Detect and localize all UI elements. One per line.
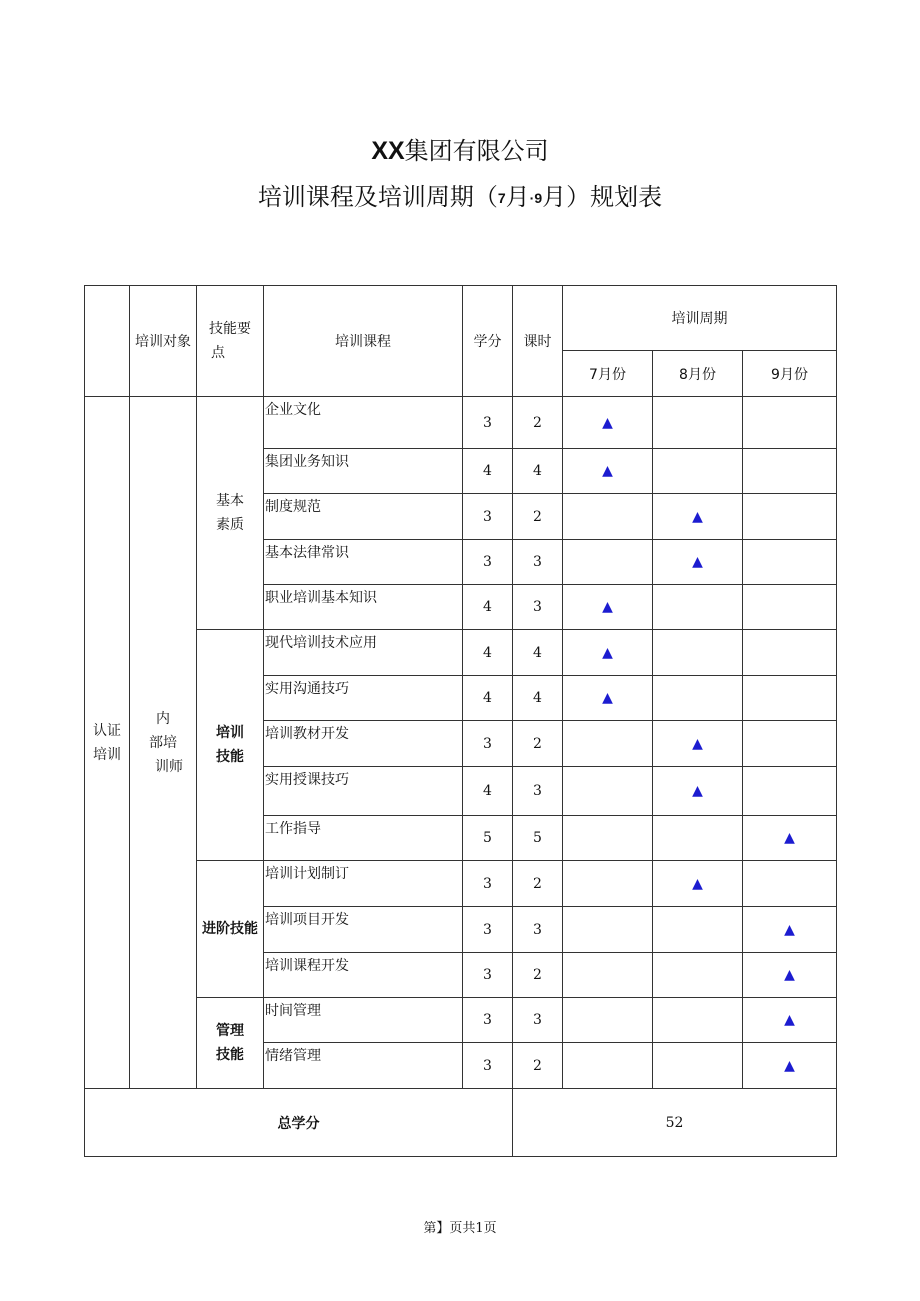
month-8-cell <box>653 630 743 676</box>
target-line3: 训师 <box>155 758 183 775</box>
course-name: 基本法律常识 <box>264 540 463 585</box>
hours-cell: 5 <box>513 816 563 861</box>
month-8-cell <box>653 494 743 540</box>
header-blank-cell <box>85 286 130 397</box>
skill-group-line1: 基本 <box>216 493 244 509</box>
credit-cell: 4 <box>463 449 513 494</box>
month-8-cell <box>653 1043 743 1089</box>
hours-cell: 2 <box>513 861 563 907</box>
table-row <box>85 397 837 449</box>
total-value: 52 <box>513 1089 837 1157</box>
month-8-cell <box>653 540 743 585</box>
triangle-icon: ▲ <box>602 644 613 661</box>
page-footer: 第】页共1页 <box>423 1221 497 1236</box>
month-8-cell <box>653 676 743 721</box>
target-cell <box>130 397 197 1089</box>
month-9-cell <box>743 907 837 953</box>
triangle-icon: ▲ <box>692 554 703 570</box>
header-month-8: 8月份 <box>653 351 743 397</box>
skill-group-line1: 培训 <box>216 725 244 741</box>
course-name: 培训课程开发 <box>264 953 463 998</box>
skill-group-cell <box>197 630 264 861</box>
month-9-cell <box>743 540 837 585</box>
company-name: 集团有限公司 <box>404 137 549 165</box>
course-name: 培训项目开发 <box>264 907 463 953</box>
category-cell <box>85 397 130 1089</box>
course-name: 实用沟通技巧 <box>264 676 463 721</box>
hours-cell: 4 <box>513 630 563 676</box>
subtitle-part-a: 培训课程及培训周期（ <box>257 183 498 211</box>
course-name: 职业培训基本知识 <box>264 585 463 630</box>
course-name: 现代培训技术应用 <box>264 630 463 676</box>
credit-cell: 3 <box>463 397 513 449</box>
course-name: 制度规范 <box>264 494 463 540</box>
month-8-cell <box>653 861 743 907</box>
header-month-7: 7月份 <box>563 351 653 397</box>
month-7-cell <box>563 449 653 494</box>
credit-cell: 3 <box>463 861 513 907</box>
month-9-cell <box>743 998 837 1043</box>
course-name: 培训计划制订 <box>264 861 463 907</box>
triangle-icon: ▲ <box>692 783 703 799</box>
month-9-cell <box>743 721 837 767</box>
month-9-cell <box>743 585 837 630</box>
skill-group-line2: 素质 <box>216 517 244 533</box>
skill-group-cell <box>197 861 264 998</box>
month-8-cell <box>653 721 743 767</box>
skill-group-line1: 管理 <box>216 1023 244 1039</box>
skill-group-line2: 技能 <box>216 749 244 765</box>
triangle-icon: ▲ <box>784 967 795 983</box>
company-prefix: XX <box>371 137 405 165</box>
hours-cell: 3 <box>513 585 563 630</box>
course-name: 工作指导 <box>264 816 463 861</box>
course-name: 时间管理 <box>264 998 463 1043</box>
header-hours: 课时 <box>513 286 563 397</box>
table-row <box>85 998 837 1043</box>
credit-cell: 5 <box>463 816 513 861</box>
header-skill-line1: 技能要 <box>209 321 251 337</box>
hours-cell: 2 <box>513 1043 563 1089</box>
hours-cell: 3 <box>513 907 563 953</box>
month-9-cell <box>743 397 837 449</box>
category-line2: 培训 <box>93 746 121 763</box>
course-name: 情绪管理 <box>264 1043 463 1089</box>
credit-cell: 3 <box>463 953 513 998</box>
credit-cell: 4 <box>463 630 513 676</box>
month-7-cell <box>563 998 653 1043</box>
month-9-cell <box>743 767 837 816</box>
target-line2: 部培 <box>149 734 177 751</box>
month-7-cell <box>563 767 653 816</box>
month-8-cell <box>653 397 743 449</box>
target-line1: 内 <box>156 710 170 727</box>
hours-cell: 2 <box>513 397 563 449</box>
skill-group-line2: 技能 <box>216 1047 244 1063</box>
month-8-cell <box>653 907 743 953</box>
table-title <box>0 181 920 214</box>
triangle-icon: ▲ <box>784 1012 795 1028</box>
month-7-cell <box>563 494 653 540</box>
month-9-cell <box>743 953 837 998</box>
month-7-cell <box>563 907 653 953</box>
header-skill-line2: 点 <box>211 345 225 361</box>
credit-cell: 3 <box>463 998 513 1043</box>
credit-cell: 3 <box>463 540 513 585</box>
triangle-icon: ▲ <box>602 414 613 431</box>
credit-cell: 4 <box>463 585 513 630</box>
table-row <box>85 630 837 676</box>
skill-group-cell <box>197 397 264 630</box>
month-9-cell <box>743 861 837 907</box>
header-object: 培训对象 <box>130 286 197 397</box>
month-7-cell <box>563 861 653 907</box>
hours-cell: 4 <box>513 676 563 721</box>
month-8-cell <box>653 449 743 494</box>
subtitle-part-b: 月 <box>505 183 530 211</box>
month-8-cell <box>653 767 743 816</box>
month-9-cell <box>743 816 837 861</box>
triangle-icon: ▲ <box>784 921 795 938</box>
subtitle-part-c: 月）规划表 <box>542 183 663 211</box>
month-9-cell <box>743 676 837 721</box>
hours-cell: 2 <box>513 721 563 767</box>
table-row <box>85 861 837 907</box>
triangle-icon: ▲ <box>784 1057 795 1074</box>
month-7-cell <box>563 721 653 767</box>
month-9-cell <box>743 449 837 494</box>
credit-cell: 4 <box>463 676 513 721</box>
month-7-cell <box>563 630 653 676</box>
triangle-icon: ▲ <box>692 735 703 752</box>
triangle-icon: ▲ <box>784 830 795 846</box>
skill-group-cell <box>197 998 264 1089</box>
triangle-icon: ▲ <box>602 463 613 479</box>
hours-cell: 3 <box>513 998 563 1043</box>
hours-cell: 4 <box>513 449 563 494</box>
triangle-icon: ▲ <box>602 599 613 615</box>
course-name: 实用授课技巧 <box>264 767 463 816</box>
month-7-cell <box>563 397 653 449</box>
training-plan-table <box>84 285 837 1157</box>
header-skill <box>197 286 264 397</box>
month-7-cell <box>563 676 653 721</box>
month-8-cell <box>653 585 743 630</box>
month-7-cell <box>563 585 653 630</box>
header-month-9: 9月份 <box>743 351 837 397</box>
triangle-icon: ▲ <box>692 508 703 525</box>
month-7-cell <box>563 816 653 861</box>
month-9-cell <box>743 1043 837 1089</box>
month-8-cell <box>653 953 743 998</box>
header-credit: 学分 <box>463 286 513 397</box>
header-course: 培训课程 <box>264 286 463 397</box>
subtitle-dot: · <box>529 190 535 206</box>
skill-group-line1: 进阶技能 <box>202 921 258 937</box>
credit-cell: 4 <box>463 767 513 816</box>
month-9-cell <box>743 630 837 676</box>
month-7-cell <box>563 1043 653 1089</box>
course-name: 企业文化 <box>264 397 463 449</box>
month-7-cell <box>563 540 653 585</box>
subtitle-month-end: 9 <box>534 190 543 206</box>
credit-cell: 3 <box>463 494 513 540</box>
month-7-cell <box>563 953 653 998</box>
course-name: 集团业务知识 <box>264 449 463 494</box>
header-cycle: 培训周期 <box>563 286 837 351</box>
total-label: 总学分 <box>85 1089 513 1157</box>
month-9-cell <box>743 494 837 540</box>
triangle-icon: ▲ <box>602 690 613 706</box>
triangle-icon: ▲ <box>692 875 703 892</box>
total-row <box>85 1089 837 1157</box>
hours-cell: 3 <box>513 540 563 585</box>
month-8-cell <box>653 816 743 861</box>
credit-cell: 3 <box>463 721 513 767</box>
hours-cell: 2 <box>513 494 563 540</box>
month-8-cell <box>653 998 743 1043</box>
course-name: 培训教材开发 <box>264 721 463 767</box>
hours-cell: 2 <box>513 953 563 998</box>
category-line1: 认证 <box>93 722 121 739</box>
hours-cell: 3 <box>513 767 563 816</box>
company-title <box>0 135 920 167</box>
subtitle-month-start: 7 <box>497 190 506 206</box>
credit-cell: 3 <box>463 1043 513 1089</box>
credit-cell: 3 <box>463 907 513 953</box>
header-row-1 <box>85 286 837 351</box>
